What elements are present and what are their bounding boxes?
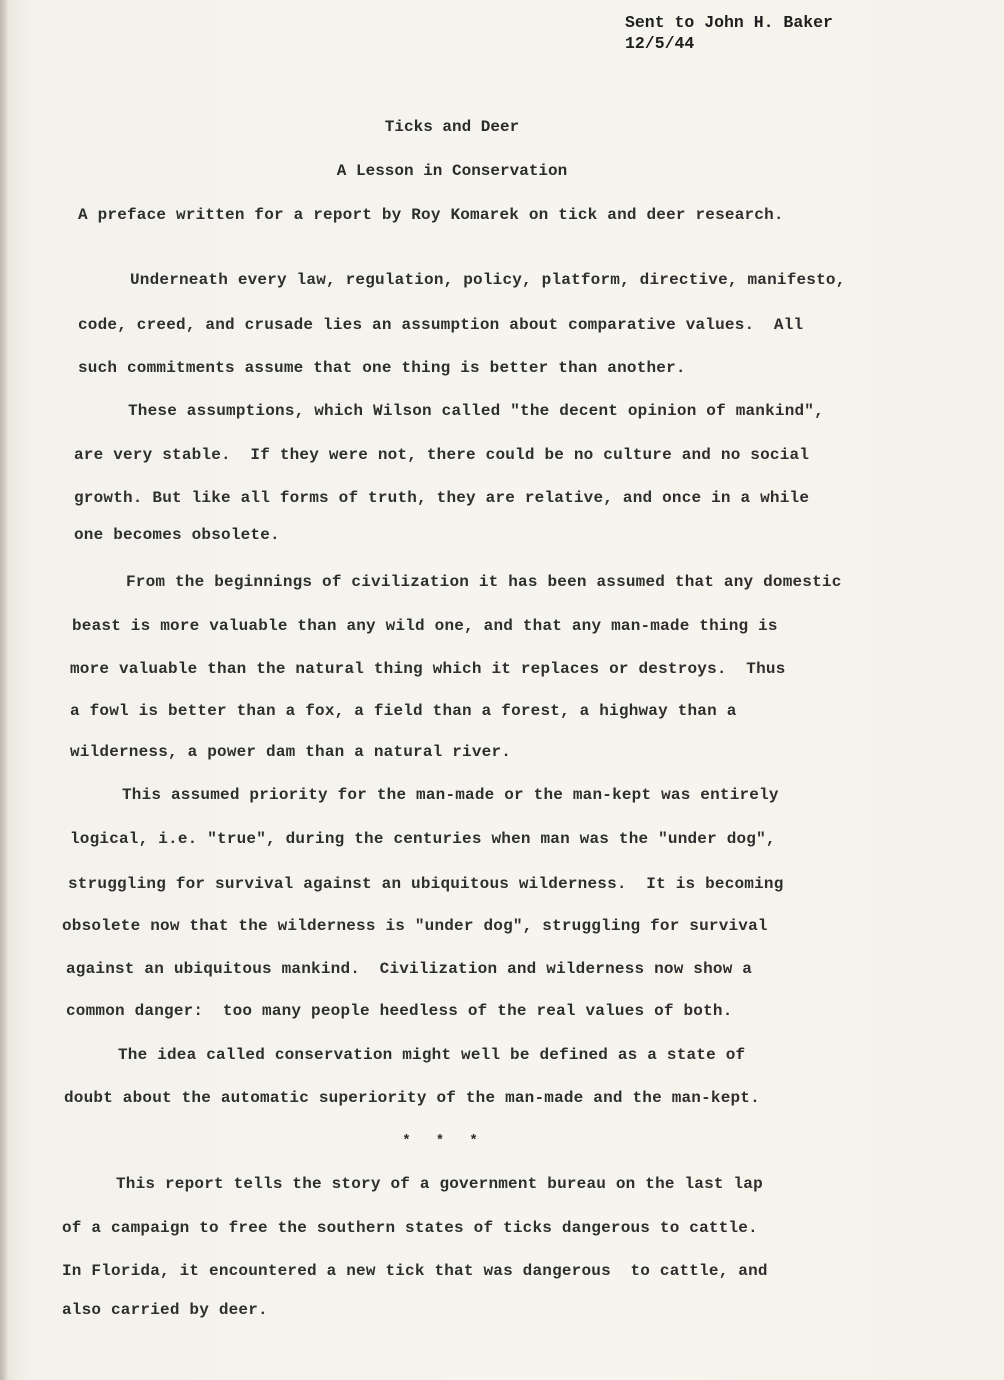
paragraph-line: This assumed priority for the man-made or the man-kept was entirely bbox=[122, 786, 779, 804]
paragraph-line: such commitments assume that one thing is better than another. bbox=[78, 359, 686, 377]
paragraph-line: wilderness, a power dam than a natural river. bbox=[70, 743, 512, 761]
paragraph-line: one becomes obsolete. bbox=[74, 526, 280, 544]
paragraph-line: of a campaign to free the southern states of ticks dangerous to cattle. bbox=[62, 1219, 758, 1237]
paragraph-line: obsolete now that the wilderness is "under dog", struggling for survival bbox=[62, 917, 768, 935]
paragraph-line: common danger: too many people heedless of the real values of both. bbox=[66, 1002, 733, 1020]
document-subtitle: A Lesson in Conservation bbox=[336, 162, 568, 180]
sent-to-header bbox=[625, 12, 833, 54]
paragraph-line: also carried by deer. bbox=[62, 1301, 268, 1319]
paragraph-line: code, creed, and crusade lies an assumption about comparative values. All bbox=[78, 316, 804, 334]
preface-note: A preface written for a report by Roy Komarek on tick and deer research. bbox=[78, 206, 784, 224]
section-separator: * * * bbox=[402, 1133, 478, 1149]
paragraph-line: growth. But like all forms of truth, they are relative, and once in a while bbox=[74, 489, 810, 507]
paragraph-line: struggling for survival against an ubiquitous wilderness. It is becoming bbox=[68, 875, 784, 893]
paragraph-line: This report tells the story of a government bureau on the last lap bbox=[116, 1175, 763, 1193]
paragraph-line: From the beginnings of civilization it has been assumed that any domestic bbox=[126, 573, 842, 591]
paragraph-line: more valuable than the natural thing which it replaces or destroys. Thus bbox=[70, 660, 786, 678]
paragraph-line: a fowl is better than a fox, a field than a forest, a highway than a bbox=[70, 702, 737, 720]
paragraph-line: logical, i.e. "true", during the centuries when man was the "under dog", bbox=[70, 830, 776, 848]
paragraph-line: Underneath every law, regulation, policy, platform, directive, manifesto, bbox=[130, 271, 846, 289]
page-edge-shadow bbox=[0, 0, 8, 1380]
sent-to-line: Sent to John H. Baker bbox=[625, 13, 833, 32]
document-title: Ticks and Deer bbox=[384, 118, 520, 136]
paragraph-line: are very stable. If they were not, there could be no culture and no social bbox=[74, 446, 810, 464]
paragraph-line: against an ubiquitous mankind. Civilization and wilderness now show a bbox=[66, 960, 753, 978]
date-line: 12/5/44 bbox=[625, 34, 695, 53]
paragraph-line: doubt about the automatic superiority of the man-made and the man-kept. bbox=[64, 1089, 760, 1107]
paragraph-line: In Florida, it encountered a new tick that was dangerous to cattle, and bbox=[62, 1262, 768, 1280]
paragraph-line: These assumptions, which Wilson called "the decent opinion of mankind", bbox=[128, 402, 824, 420]
paragraph-line: beast is more valuable than any wild one, and that any man-made thing is bbox=[72, 617, 778, 635]
paragraph-line: The idea called conservation might well be defined as a state of bbox=[118, 1046, 746, 1064]
